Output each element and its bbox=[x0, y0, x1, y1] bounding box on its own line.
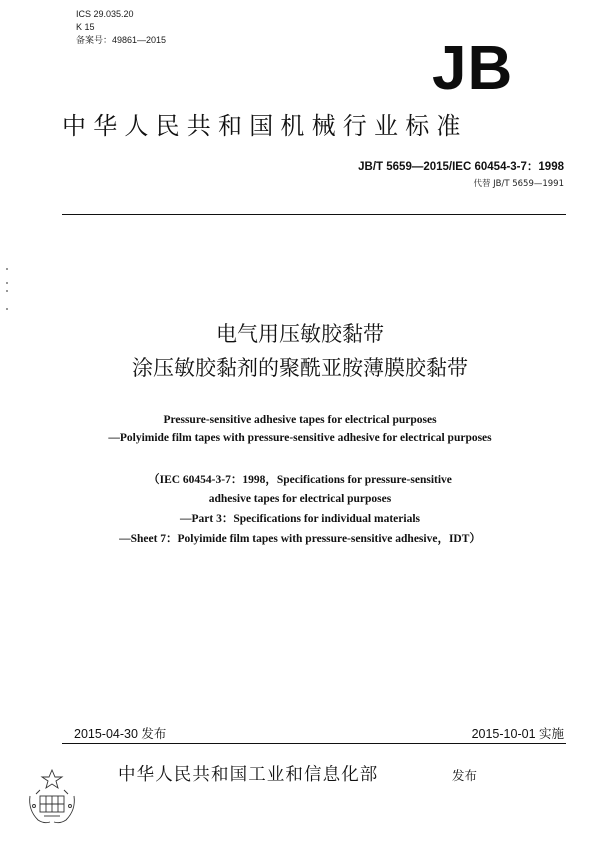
ics-code: ICS 29.035.20 bbox=[76, 9, 134, 19]
title-chinese-line1: 电气用压敏胶黏带 bbox=[216, 322, 384, 346]
classification-block bbox=[76, 8, 166, 47]
issue-date: 2015-04-30 发布 bbox=[74, 727, 167, 741]
title-english-line2: —Polyimide film tapes with pressure-sensitive adhesive for electrical purposes bbox=[108, 432, 492, 444]
jb-logo: JB bbox=[432, 34, 514, 103]
issuing-action: 发布 bbox=[452, 768, 478, 783]
record-number: 备案号：49861—2015 bbox=[76, 35, 167, 45]
standard-category-heading: 中华人民共和国机械行业标准 bbox=[62, 112, 468, 140]
idt-line2: adhesive tapes for electrical purposes bbox=[208, 493, 392, 505]
title-english-line1: Pressure-sensitive adhesive tapes for electrical purposes bbox=[163, 414, 437, 426]
idt-line1: （IEC 60454-3-7：1998，Specifications for pressure-sensitive bbox=[148, 474, 452, 486]
idt-line3: —Part 3：Specifications for individual materials bbox=[179, 513, 420, 525]
title-chinese-line2: 涂压敏胶黏剂的聚酰亚胺薄膜胶黏带 bbox=[132, 356, 468, 380]
replaces-standard: 代替 JB/T 5659—1991 bbox=[473, 179, 564, 189]
top-divider bbox=[62, 214, 566, 215]
ministry-seal-icon bbox=[24, 766, 80, 828]
standard-number: JB/T 5659—2015/IEC 60454-3-7：1998 bbox=[358, 161, 564, 173]
implementation-date: 2015-10-01 实施 bbox=[471, 727, 564, 741]
idt-line4: —Sheet 7：Polyimide film tapes with pressure-sensitive adhesive，IDT） bbox=[119, 533, 481, 545]
issuing-authority: 中华人民共和国工业和信息化部 bbox=[118, 765, 379, 785]
class-code: K 15 bbox=[76, 22, 95, 32]
bottom-divider bbox=[62, 743, 566, 744]
